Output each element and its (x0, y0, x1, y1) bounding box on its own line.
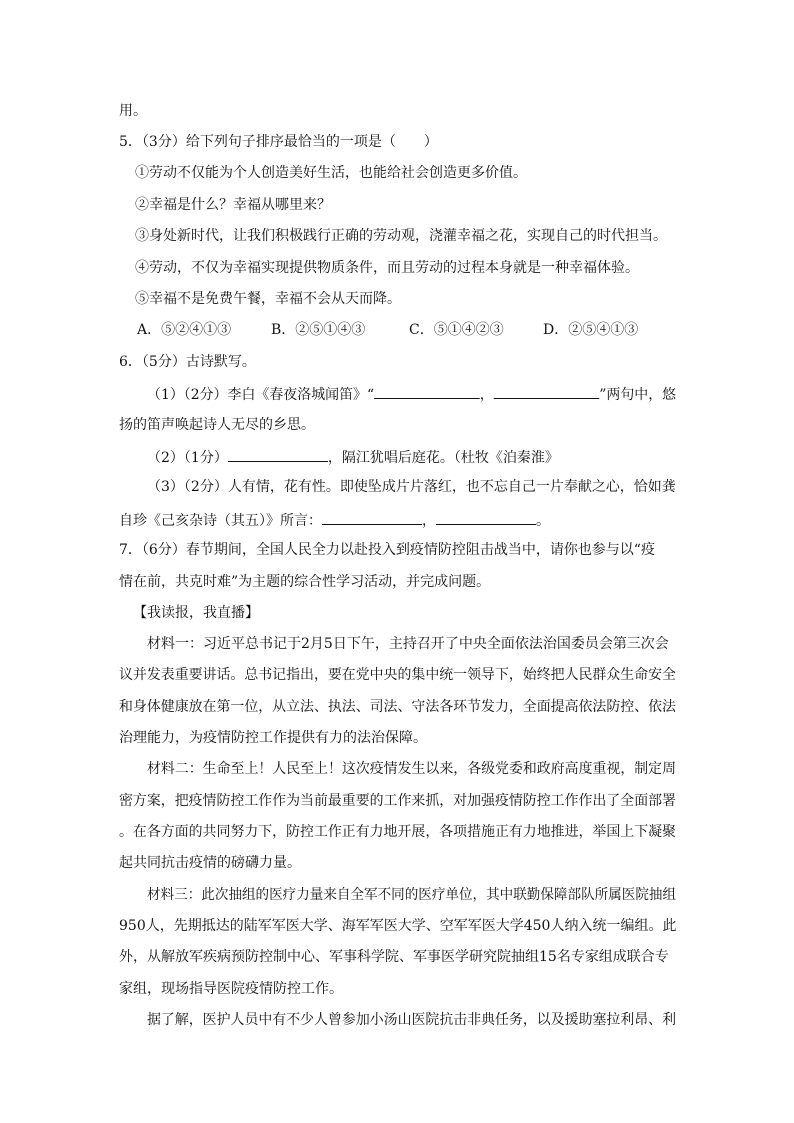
sentence-1: ①劳动不仅能为个人创造美好生活，也能给社会创造更多价值。 (135, 165, 527, 181)
answer-blank[interactable] (322, 509, 422, 525)
answer-blank[interactable] (374, 383, 480, 399)
text-line: 。在各方面的共同努力下，防控工作正有力地开展，各项措施正有力地推进，举国上下凝聚 (119, 824, 676, 840)
text-line: 外，从解放军疾病预防控制中心、军事科学院、军事医学研究院抽组15名专家组成联合专 (119, 949, 669, 965)
option-b[interactable]: B．②⑤①④③ (271, 322, 366, 338)
sentence-5: ⑤幸福不是免费午餐，幸福不会从天而降。 (135, 291, 401, 307)
option-a[interactable]: A．⑤②④①③ (137, 322, 232, 338)
text-segment: 自珍《己亥杂诗（其五）》所言： (119, 513, 322, 529)
question-5-options (137, 320, 638, 340)
text-line: 密方案，把疫情防控工作作为当前最重要的工作来抓，对加强疫情防控工作作出了全面部署 (119, 793, 676, 809)
text-segment: （1）（2分）李白《春夜洛城闻笛》“ (147, 387, 375, 403)
material-2: 材料二：生命至上！人民至上！这次疫情发生以来，各级党委和政府高度重视，制定周 (147, 761, 677, 777)
option-c[interactable]: C．⑤①④②③ (409, 322, 504, 338)
text-line: 和身体健康放在第一位，从立法、执法、司法、守法各环节发力，全面提高依法防控、依法 (119, 699, 676, 715)
sentence-4: ④劳动，不仅为幸福实现提供物质条件，而且劳动的过程本身就是一种幸福体验。 (135, 260, 639, 276)
answer-blank[interactable] (494, 383, 600, 399)
text-line: 家组，现场指导医院疫情防控工作。 (119, 981, 343, 997)
text-line: 扬的笛声唤起诗人无尽的乡思。 (119, 417, 315, 433)
option-d[interactable]: D．②⑤④①③ (543, 322, 639, 338)
text-line: 情在前，共克时难”为主题的综合性学习活动，并完成问题。 (119, 574, 491, 590)
text-segment: ”两句中，悠 (599, 387, 677, 403)
text-line: 起共同抗击疫情的磅礴力量。 (119, 855, 301, 871)
section-heading: 【我读报，我直播】 (133, 605, 259, 621)
question-6-3-cont (119, 509, 550, 531)
sentence-2: ②幸福是什么？幸福从哪里来？ (135, 197, 331, 213)
answer-blank[interactable] (436, 509, 536, 525)
question-7-stem: 7．（6分）春节期间，全国人民全力以赴投入到疫情防控阻击战当中，请你也参与以“疫 (119, 542, 655, 558)
question-6-1 (147, 383, 676, 405)
text-segment: 。 (536, 513, 550, 529)
question-6-2 (147, 446, 559, 468)
text-segment: ，隔江犹唱后庭花。（杜牧《泊秦淮》 (327, 450, 559, 466)
question-5-stem: 5．（3分）给下列句子排序最恰当的一项是（ ） (119, 134, 438, 150)
text-segment: ， (479, 387, 494, 403)
text-line: 用。 (119, 103, 147, 119)
question-6-stem: 6．（5分）古诗默写。 (119, 354, 256, 370)
text-segment: ， (422, 513, 436, 529)
material-3: 材料三：此次抽组的医疗力量来自全军不同的医疗单位，其中联勤保障部队所属医院抽组 (147, 887, 677, 903)
text-line: 治理能力，为疫情防控工作提供有力的法治保障。 (119, 730, 427, 746)
text-line: 据了解，医护人员中有不少人曾参加小汤山医院抗击非典任务，以及援助塞拉利昂、利 (147, 1012, 677, 1028)
answer-blank[interactable] (228, 446, 328, 462)
question-6-3: （3）（2分）人有情，花有性。即使坠成片片落红，也不忘自己一片奉献之心，恰如龚 (147, 479, 676, 495)
text-line: 950人，先期抵达的陆军军医大学、海军军医大学、空军军医大学450人纳入统一编组。此 (119, 918, 677, 934)
text-line: 议并发表重要讲话。总书记指出，要在党中央的集中统一领导下，始终把人民群众生命安全 (119, 667, 676, 683)
text-segment: （2）（1分） (147, 450, 228, 466)
sentence-3: ③身处新时代，让我们积极践行正确的劳动观，浇灌幸福之花，实现自己的时代担当。 (135, 228, 667, 244)
material-1: 材料一：习近平总书记于2月5日下午，主持召开了中央全面依法治国委员会第三次会 (147, 636, 669, 652)
